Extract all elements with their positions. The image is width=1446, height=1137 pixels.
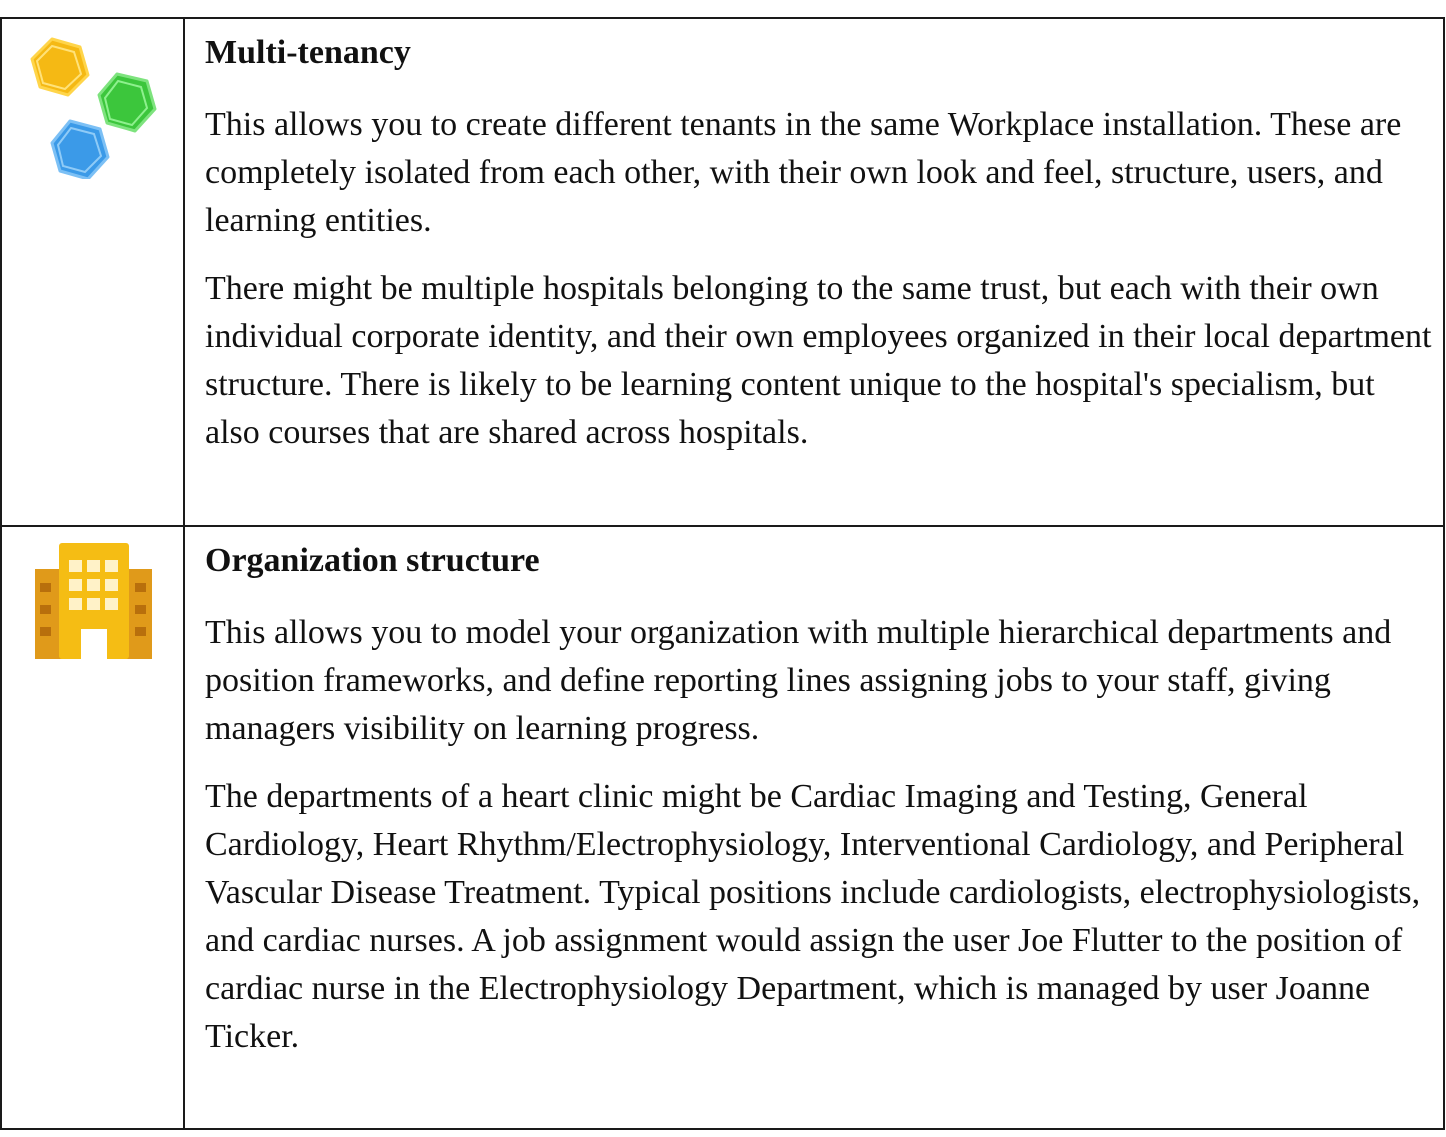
content-cell [184, 526, 1444, 1129]
table-row-organization-structure [1, 526, 1444, 1129]
table-row-multi-tenancy [1, 18, 1444, 526]
office-building-icon [2, 527, 183, 677]
hexagons-icon [2, 19, 183, 179]
icon-cell [1, 526, 184, 1129]
item-paragraph: The departments of a heart clinic might be Cardiac Imaging and Testing, General Cardiology, Heart Rhythm/Electrophysiology, Interventional Cardiology, and Peripheral Vascular Disease Treatment. Typical positions include cardiologists, electrophysiologists, and cardiac nurses. A job assignment would assign the user Joe Flutter to the position of cardiac nurse in the Electrophysiology Department, which is managed by user Joanne Ticker. [205, 778, 1421, 1055]
content-cell [184, 18, 1444, 526]
item-title: Multi-tenancy [205, 34, 411, 71]
item-paragraph: This allows you to create different tenants in the same Workplace installation. These are completely isolated from each other, with their own look and feel, structure, users, and learning entities. [205, 106, 1402, 239]
icon-cell [1, 18, 184, 526]
item-title: Organization structure [205, 542, 540, 579]
feature-table [0, 17, 1445, 1130]
item-paragraph: This allows you to model your organization with multiple hierarchical departments and position frameworks, and define reporting lines assigning jobs to your staff, giving managers visibility on learning progress. [205, 614, 1392, 747]
item-paragraph: There might be multiple hospitals belonging to the same trust, but each with their own individual corporate identity, and their own employees organized in their local department structure. There is likely to be learning content unique to the hospital's specialism, but also courses that are shared across hospitals. [205, 270, 1432, 451]
